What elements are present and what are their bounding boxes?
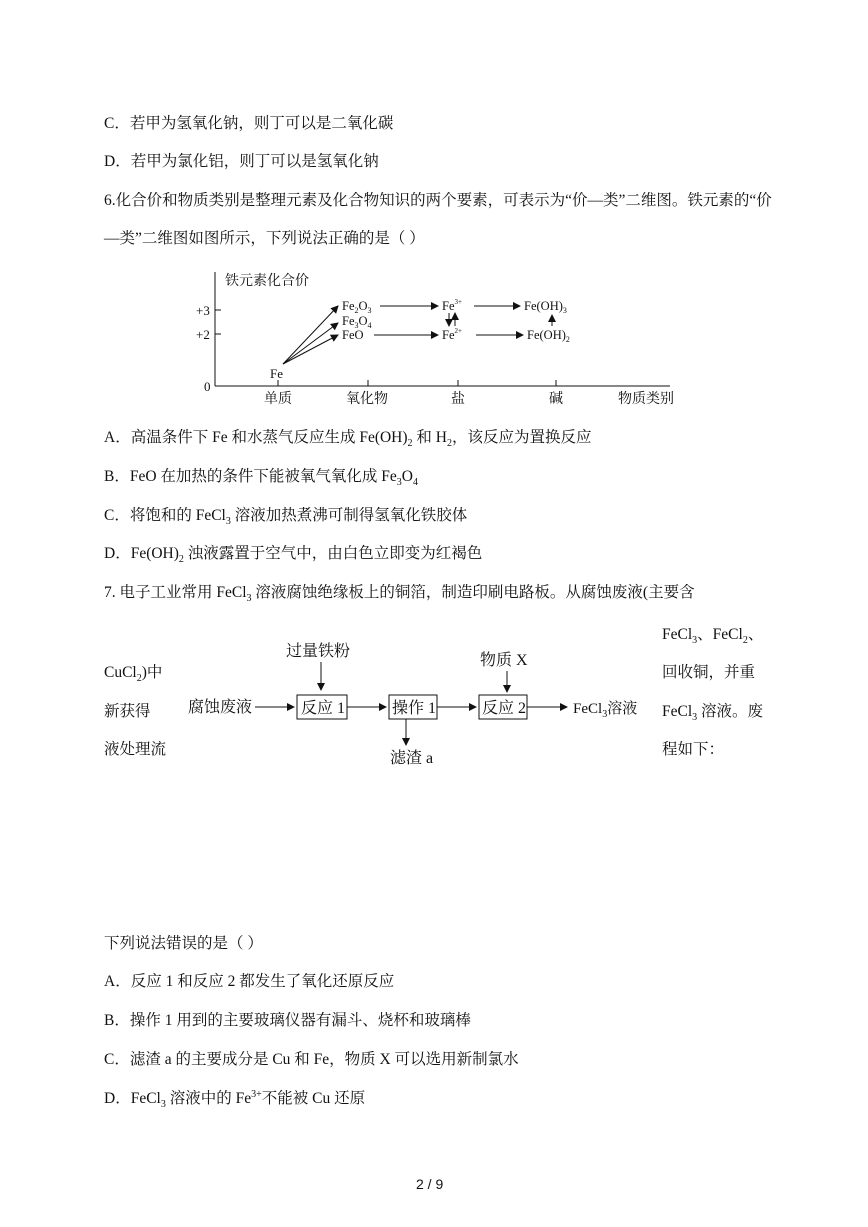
start-waste-liquid: 腐蚀废液 xyxy=(188,699,253,716)
q7-stem-line1: 7. 电子工业常用 FeCl$_3$ 溶液腐蚀绝缘板上的铜箔，制造印刷电路板。从腐蚀废液(主要含 xyxy=(104,584,695,605)
x-tick-base: 碱 xyxy=(549,392,563,407)
q7-right-text-2: 回收铜，并重 xyxy=(662,664,756,681)
label-feo: FeO xyxy=(342,328,364,342)
q7-right-text-3: FeCl$_3$ 溶液。废 xyxy=(662,703,764,724)
y-tick-plus2: +2 xyxy=(196,327,210,342)
q7-left-text-1: CuCl$_2$)中 xyxy=(104,664,163,685)
q7-option-c: C．滤渣 a 的主要成分是 Cu 和 Fe，物质 X 可以选用新制氯水 xyxy=(104,1051,519,1068)
q5-option-d: D．若甲为氯化铝，则丁可以是氢氧化钠 xyxy=(104,153,379,170)
reagent-substance-x: 物质 X xyxy=(480,652,528,669)
y-axis-label: 铁元素化合价 xyxy=(225,274,309,289)
box-reaction-1-label: 反应 1 xyxy=(301,700,346,717)
y-tick-plus3: +3 xyxy=(196,303,210,318)
q6-option-b: B．FeO 在加热的条件下能被氧气氧化成 $Fe_3O_4$ xyxy=(104,468,418,489)
q7-left-text-2: 新获得 xyxy=(104,703,151,720)
x-tick-salt: 盐 xyxy=(451,392,465,407)
q7-question: 下列说法错误的是（ ） xyxy=(104,935,263,952)
label-fe2o3: $Fe_2O_3$ xyxy=(342,299,372,315)
residue-a: 滤渣 a xyxy=(390,750,434,767)
label-feoh3: $Fe(OH)_3$ xyxy=(524,299,567,315)
q6-option-d: D．$Fe(OH)_2$ 浊液露置于空气中，由白色立即变为红褐色 xyxy=(104,545,483,566)
x-axis-label: 物质类别 xyxy=(618,392,674,407)
q6-option-a: A．高温条件下 Fe 和水蒸气反应生成 $Fe(OH)_2$ 和 $H_2$，该反应为置换反应 xyxy=(104,429,592,450)
valence-class-diagram xyxy=(190,262,690,412)
q6-stem-line1: 6.化合价和物质类别是整理元素及化合物知识的两个要素，可表示为“价—类”二维图。铁元素的“价 xyxy=(104,192,772,209)
q6-stem-line2: —类”二维图如图所示，下列说法正确的是（ ） xyxy=(104,230,425,247)
label-feoh2: $Fe(OH)_2$ xyxy=(527,328,570,344)
process-flow-diagram xyxy=(180,635,655,775)
label-fe3o4: $Fe_3O_4$ xyxy=(342,314,372,330)
y-tick-zero: 0 xyxy=(204,379,211,394)
label-fe2-ion: $Fe^{2+}$ xyxy=(442,327,462,342)
box-operation-1-label: 操作 1 xyxy=(392,700,437,717)
q5-option-c: C．若甲为氢氧化钠，则丁可以是二氧化碳 xyxy=(104,115,394,132)
q7-option-d: D．FeCl$_3$ 溶液中的 $Fe^{3+}$不能被 Cu 还原 xyxy=(104,1088,366,1111)
q7-left-text-3: 液处理流 xyxy=(104,741,167,758)
reagent-iron-powder: 过量铁粉 xyxy=(286,643,351,660)
label-fe3-ion: $Fe^{3+}$ xyxy=(442,298,462,313)
product-fecl3-solution: FeCl$_3$溶液 xyxy=(573,701,638,720)
q6-option-c: C．将饱和的 FeCl$_3$ 溶液加热煮沸可制得氢氧化铁胶体 xyxy=(104,507,468,528)
box-reaction-2-label: 反应 2 xyxy=(482,700,527,717)
q7-option-a: A．反应 1 和反应 2 都发生了氧化还原反应 xyxy=(104,973,395,990)
q7-right-text-1: FeCl$_3$、FeCl$_2$、 xyxy=(662,626,764,647)
x-tick-oxide: 氧化物 xyxy=(346,392,388,407)
label-fe: Fe xyxy=(270,366,283,381)
x-tick-element: 单质 xyxy=(264,392,292,407)
q7-option-b: B．操作 1 用到的主要玻璃仪器有漏斗、烧杯和玻璃棒 xyxy=(104,1012,471,1029)
page-number: 2 / 9 xyxy=(416,1176,444,1192)
q7-right-text-4: 程如下： xyxy=(662,741,725,758)
